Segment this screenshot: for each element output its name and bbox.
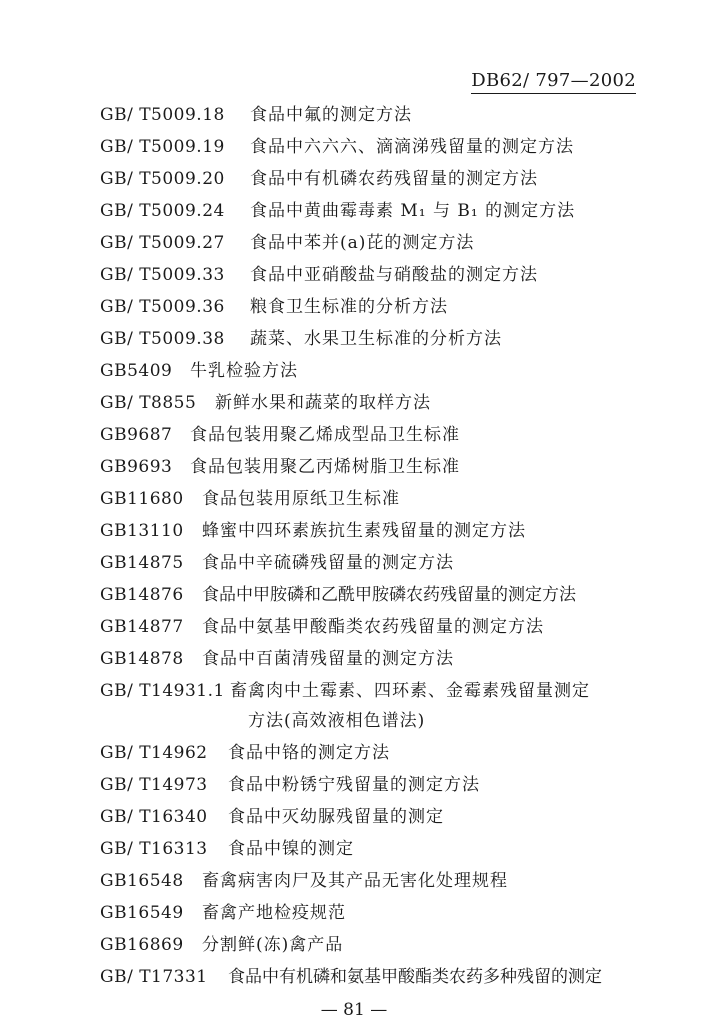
standard-code: GB/ T5009.38 [100, 329, 225, 349]
standard-title: 食品中氨基甲酸酯类农药残留量的测定方法 [202, 617, 544, 637]
standard-title: 畜禽产地检疫规范 [202, 903, 346, 923]
standard-title: 分割鲜(冻)禽产品 [202, 935, 344, 955]
standard-title: 畜禽肉中土霉素、四环素、金霉素残留量测定 [230, 681, 590, 701]
reference-entry [100, 488, 400, 510]
reference-entry [100, 424, 460, 446]
standard-title: 畜禽病害肉尸及其产品无害化处理规程 [202, 871, 508, 891]
reference-entry [100, 328, 502, 350]
reference-entry [100, 264, 538, 286]
standard-code: GB16549 [100, 903, 184, 923]
standard-code: GB14878 [100, 649, 184, 669]
page-number: — 81 — [320, 1000, 388, 1020]
reference-entry [100, 680, 590, 702]
reference-entry [100, 966, 602, 988]
standard-title: 食品包装用聚乙烯成型品卫生标准 [190, 425, 460, 445]
standard-code: GB/ T5009.19 [100, 137, 225, 157]
standard-title: 牛乳检验方法 [190, 361, 298, 381]
standard-code: GB/ T5009.33 [100, 265, 225, 285]
reference-entry [100, 200, 575, 222]
reference-entry [100, 232, 474, 254]
standard-code: GB/ T8855 [100, 393, 197, 413]
standard-title: 食品中灭幼脲残留量的测定 [228, 807, 444, 827]
reference-entry [100, 870, 508, 892]
standard-title: 食品包装用聚乙丙烯树脂卫生标准 [190, 457, 460, 477]
standard-title: 食品中甲胺磷和乙酰甲胺磷农药残留量的测定方法 [202, 585, 576, 605]
reference-entry [100, 520, 526, 542]
reference-entry [100, 296, 448, 318]
standard-title: 蔬菜、水果卫生标准的分析方法 [250, 329, 502, 349]
standard-title: 食品中百菌清残留量的测定方法 [202, 649, 454, 669]
reference-entry [100, 838, 354, 860]
reference-entry [100, 456, 460, 478]
standard-title: 蜂蜜中四环素族抗生素残留量的测定方法 [202, 521, 526, 541]
standard-code: GB14876 [100, 585, 184, 605]
standard-code: GB/ T5009.36 [100, 297, 225, 317]
standard-title: 食品包装用原纸卫生标准 [202, 489, 400, 509]
standard-code: GB/ T16313 [100, 839, 208, 859]
standard-code: GB14877 [100, 617, 184, 637]
reference-entry [100, 902, 346, 924]
standard-title: 食品中有机磷和氨基甲酸酯类农药多种残留的测定 [228, 967, 602, 987]
standard-code: GB/ T5009.18 [100, 105, 225, 125]
standard-code: GB/ T14962 [100, 743, 208, 763]
standard-code: GB/ T16340 [100, 807, 208, 827]
standard-title: 食品中辛硫磷残留量的测定方法 [202, 553, 454, 573]
standard-title: 食品中有机磷农药残留量的测定方法 [250, 169, 538, 189]
reference-entry [100, 806, 444, 828]
standard-title: 粮食卫生标准的分析方法 [250, 297, 448, 317]
reference-entry [100, 104, 412, 126]
standard-code: GB/ T5009.27 [100, 233, 225, 253]
reference-entry [100, 648, 454, 670]
standard-code: GB16869 [100, 935, 184, 955]
reference-entry [100, 552, 454, 574]
standard-code: GB/ T17331 [100, 967, 208, 987]
standard-code: GB9687 [100, 425, 173, 445]
standard-title: 新鲜水果和蔬菜的取样方法 [215, 393, 431, 413]
standard-code-header: DB62/ 797—2002 [471, 70, 636, 94]
standard-code: GB5409 [100, 361, 173, 381]
standard-code: GB/ T14931.1 [100, 681, 225, 701]
standard-title: 食品中六六六、滴滴涕残留量的测定方法 [250, 137, 574, 157]
reference-entry [100, 360, 298, 382]
standard-code: GB13110 [100, 521, 184, 541]
reference-entry [100, 934, 343, 956]
reference-entry [100, 584, 576, 606]
reference-entry [100, 392, 431, 414]
standard-title: 食品中铬的测定方法 [228, 743, 390, 763]
standard-title: 食品中镍的测定 [228, 839, 354, 859]
standard-title-continuation: 方法(高效液相色谱法) [248, 711, 426, 731]
standard-title: 食品中苯并(a)芘的测定方法 [250, 233, 475, 253]
reference-entry [100, 168, 538, 190]
standard-code: GB9693 [100, 457, 173, 477]
standard-code: GB/ T14973 [100, 775, 208, 795]
reference-entry [100, 616, 544, 638]
standard-code: GB11680 [100, 489, 184, 509]
standard-title: 食品中粉锈宁残留量的测定方法 [228, 775, 480, 795]
reference-entry [100, 742, 390, 764]
standard-title: 食品中黄曲霉毒素 M₁ 与 B₁ 的测定方法 [250, 201, 576, 221]
standard-title: 食品中氟的测定方法 [250, 105, 412, 125]
standard-code: GB14875 [100, 553, 184, 573]
reference-entry [100, 774, 480, 796]
standard-code: GB16548 [100, 871, 184, 891]
reference-entry [100, 136, 574, 158]
standard-title: 食品中亚硝酸盐与硝酸盐的测定方法 [250, 265, 538, 285]
standard-code: GB/ T5009.20 [100, 169, 225, 189]
standard-code: GB/ T5009.24 [100, 201, 225, 221]
